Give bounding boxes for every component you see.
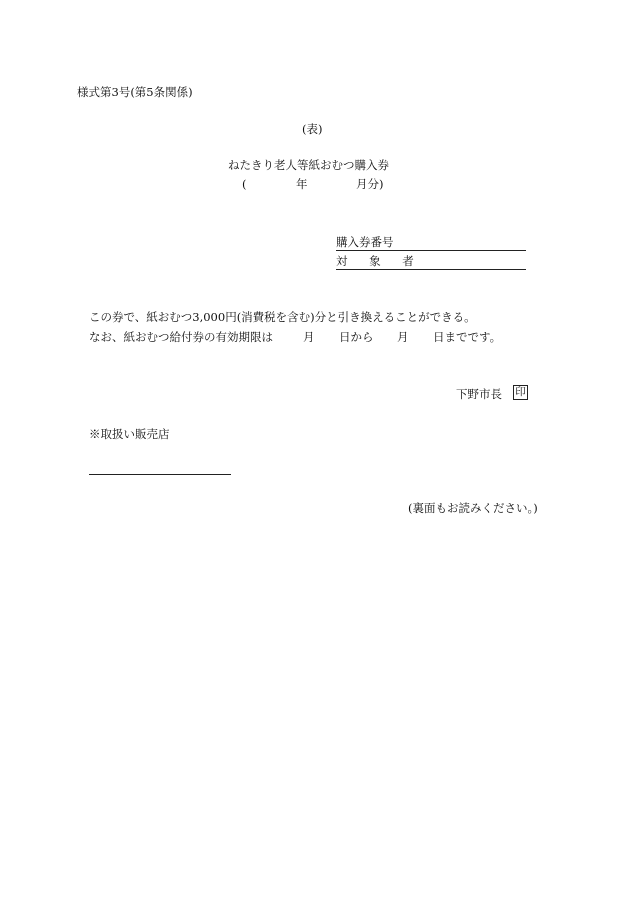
period-year: 年 <box>296 177 308 191</box>
document-title: ねたきり老人等紙おむつ購入券 <box>228 158 389 172</box>
validity-lead-text: なお、紙おむつ給付券の有効期限は <box>89 330 273 344</box>
voucher-number-label: 購入券番号 <box>336 235 394 249</box>
handling-shop-label: ※取扱い販売店 <box>89 427 170 441</box>
validity-end-day: 日までです。 <box>433 330 502 344</box>
back-side-note: (裏面もお読みください。) <box>408 501 538 515</box>
target-person-label: 対 象 者 <box>336 254 423 268</box>
body-text-line-2 <box>89 330 509 344</box>
handling-shop-signature-line[interactable] <box>89 474 231 475</box>
official-seal-box: 印 <box>513 385 528 400</box>
voucher-number-field[interactable] <box>336 235 526 251</box>
validity-end-month: 月 <box>397 330 409 344</box>
period-line <box>242 177 392 191</box>
period-month: 月分) <box>356 177 384 191</box>
body-text-line-1: この券で、紙おむつ3,000円(消費税を含む)分と引き換えることができる。 <box>89 310 476 324</box>
period-open-paren: ( <box>242 177 247 191</box>
side-label: (表) <box>302 122 323 136</box>
validity-start-month: 月 <box>303 330 315 344</box>
form-number: 様式第3号(第5条関係) <box>77 85 193 99</box>
validity-start-day: 日から <box>339 330 374 344</box>
issuer-mayor: 下野市長 <box>456 387 502 401</box>
target-person-field[interactable] <box>336 254 526 270</box>
